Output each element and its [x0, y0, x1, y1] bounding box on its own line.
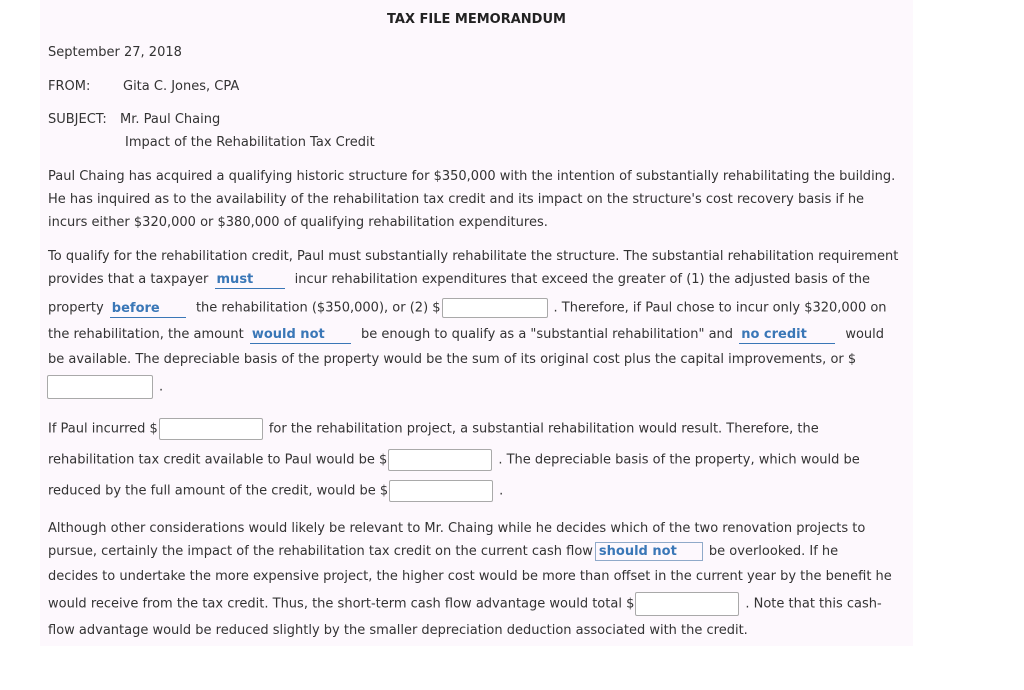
para1-line: Paul Chaing has acquired a qualifying historic structure for $350,000 with the intention of substantially rehabilitating the building. — [48, 169, 896, 184]
para4-line — [48, 542, 838, 561]
text-fragment: pursue, certainly the impact of the rehabilitation tax credit on the current cash flow — [48, 544, 593, 559]
subject-row — [48, 112, 221, 127]
para2-line: be available. The depreciable basis of the property would be the sum of its original cost plus the capital improvements, or $ — [48, 352, 857, 367]
credit-availability-select[interactable]: no credit — [739, 327, 835, 344]
para4-line: Although other considerations would likely be relevant to Mr. Chaing while he decides which of the two renovation projects to — [48, 521, 866, 536]
text-fragment: . The depreciable basis of the property, which would be — [498, 452, 860, 468]
memo-date: September 27, 2018 — [48, 45, 182, 60]
text-fragment: the rehabilitation ($350,000), or (2) $ — [195, 300, 441, 316]
text-fragment: . Therefore, if Paul chose to incur only $320,000 on — [553, 300, 887, 316]
from-label: FROM: — [48, 79, 91, 94]
para1-line: incurs either $320,000 or $380,000 of qualifying rehabilitation expenditures. — [48, 215, 548, 230]
para4-line: decides to undertake the more expensive project, the higher cost would be more than offset in the current year by the benefit he — [48, 569, 892, 584]
text-fragment: rehabilitation tax credit available to Paul would be $ — [48, 452, 388, 468]
text-fragment: be enough to qualify as a "substantial rehabilitation" and — [360, 327, 734, 342]
para3-line — [48, 480, 503, 502]
basis-timing-select[interactable]: before — [110, 301, 186, 318]
para2-line — [48, 327, 884, 344]
cash-flow-select[interactable]: should not — [595, 542, 703, 561]
from-row — [48, 79, 240, 94]
depreciable-basis-input[interactable] — [47, 375, 153, 399]
text-fragment: for the rehabilitation project, a substantial rehabilitation would result. Therefore, the — [268, 421, 819, 437]
text-fragment: property — [48, 300, 104, 316]
tax-memo — [40, 0, 913, 646]
text-fragment: . — [499, 483, 504, 499]
para4-line — [48, 592, 882, 616]
text-fragment: reduced by the full amount of the credit, would be $ — [48, 483, 389, 499]
text-fragment: provides that a taxpayer — [48, 272, 209, 287]
subject-label: SUBJECT: — [48, 112, 107, 127]
para2-line: To qualify for the rehabilitation credit, Paul must substantially rehabilitate the structure. The substantial rehabilitation requirement — [48, 249, 899, 264]
cash-flow-advantage-input[interactable] — [635, 592, 739, 616]
expenditure-amount-input[interactable] — [159, 418, 263, 440]
para2-line — [46, 375, 163, 399]
reduced-basis-input[interactable] — [389, 480, 493, 502]
para2-line — [48, 298, 887, 318]
subject-name: Mr. Paul Chaing — [120, 112, 221, 127]
text-fragment: . Note that this cash- — [745, 596, 882, 612]
para4-line: flow advantage would be reduced slightly by the smaller depreciation deduction associated with the credit. — [48, 623, 748, 638]
memo-title: TAX FILE MEMORANDUM — [387, 12, 566, 27]
credit-amount-input[interactable] — [388, 449, 492, 471]
subject-topic: Impact of the Rehabilitation Tax Credit — [125, 135, 375, 150]
taxpayer-obligation-select[interactable]: must — [215, 272, 285, 289]
text-fragment: be overlooked. If he — [708, 544, 839, 559]
text-fragment: the rehabilitation, the amount — [48, 327, 244, 342]
para3-line — [48, 418, 819, 440]
para1-line: He has inquired as to the availability of the rehabilitation tax credit and its impact on the structure's cost recovery basis if he — [48, 192, 865, 207]
text-fragment: incur rehabilitation expenditures that exceed the greater of (1) the adjusted basis of the — [294, 272, 871, 287]
para3-line — [48, 449, 860, 471]
threshold-amount-input[interactable] — [442, 298, 548, 318]
text-fragment: If Paul incurred $ — [48, 421, 158, 437]
from-value: Gita C. Jones, CPA — [123, 79, 240, 94]
qualification-select[interactable]: would not — [250, 327, 351, 344]
text-fragment: would — [845, 327, 885, 342]
para2-line — [48, 272, 870, 289]
text-fragment: . — [159, 379, 164, 395]
text-fragment: would receive from the tax credit. Thus, the short-term cash flow advantage would total $ — [48, 596, 635, 612]
